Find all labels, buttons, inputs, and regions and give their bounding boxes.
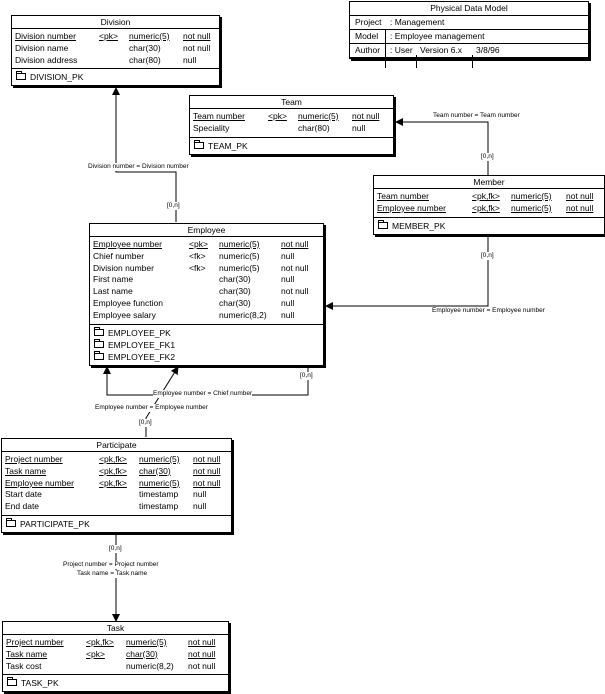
attribute-key: <pk,fk> [99, 477, 127, 488]
attribute-type: numeric(5) [129, 31, 170, 41]
attribute-row[interactable] [15, 31, 217, 43]
folder-icon [6, 520, 16, 527]
attribute-key: <pk> [189, 239, 208, 249]
entity-title: Team [190, 96, 393, 109]
attribute-name: Task name [6, 648, 48, 659]
attribute-null: not null [281, 239, 309, 249]
key-list [190, 138, 393, 154]
entity-title: Division [12, 16, 219, 29]
attribute-name: Start date [5, 489, 42, 500]
attribute-row[interactable] [377, 191, 602, 203]
attribute-list [3, 635, 228, 675]
label-employee-chief-card: [0,n] [300, 372, 313, 379]
key-name: EMPLOYEE_PK [108, 327, 171, 338]
project-value: : Management [390, 17, 445, 27]
attribute-name: Employee function [93, 297, 163, 308]
attribute-null: not null [352, 111, 380, 121]
attribute-type: numeric(5) [219, 262, 260, 273]
folder-icon [194, 142, 204, 149]
attribute-row[interactable] [93, 263, 321, 275]
attribute-type: char(30) [219, 286, 251, 297]
folder-icon [94, 329, 104, 336]
attribute-null: not null [193, 454, 221, 464]
attribute-name: Team number [193, 111, 245, 121]
attribute-null: not null [193, 465, 221, 476]
attribute-name: Project number [5, 454, 63, 464]
key-name: MEMBER_PK [392, 220, 446, 231]
key-name: DIVISION_PK [30, 72, 84, 83]
project-label: Project [355, 17, 382, 27]
folder-icon [7, 679, 17, 686]
attribute-list [190, 109, 393, 138]
attribute-type: timestamp [139, 501, 179, 512]
attribute-row[interactable] [5, 478, 229, 490]
label-member-employee-card: [0,n] [481, 252, 494, 259]
attribute-list [12, 29, 219, 69]
attribute-row[interactable] [6, 661, 226, 673]
attribute-key: <pk> [86, 648, 105, 659]
attribute-row[interactable] [193, 111, 391, 123]
label-team-member-card: [0,n] [481, 153, 494, 160]
key-list [12, 69, 219, 85]
attribute-name: Team number [377, 191, 429, 201]
label-participate-task-join-2: Task name = Task name [77, 570, 148, 577]
date-value: 3/8/96 [476, 45, 500, 55]
attribute-row[interactable] [93, 298, 321, 310]
attribute-row[interactable] [93, 239, 321, 251]
attribute-list [90, 237, 323, 325]
attribute-row[interactable] [5, 501, 229, 513]
attribute-type: char(30) [219, 274, 251, 285]
folder-icon [94, 353, 104, 360]
attribute-null: null [281, 297, 295, 308]
entity-team[interactable] [189, 95, 394, 155]
folder-icon [378, 222, 388, 229]
attribute-name: Project number [6, 637, 64, 647]
attribute-row[interactable] [5, 489, 229, 501]
label-employee-participate-card: [0,n] [139, 419, 152, 426]
attribute-row[interactable] [93, 251, 321, 263]
attribute-type: numeric(5) [511, 202, 552, 213]
entity-participate[interactable] [1, 438, 232, 533]
attribute-key: <pk,fk> [472, 191, 500, 201]
label-employee-chief-join: Employee number = Chief number [153, 390, 253, 397]
attribute-name: Last name [93, 286, 133, 297]
attribute-type: numeric(5) [126, 637, 167, 647]
attribute-null: null [183, 54, 197, 65]
attribute-type: char(80) [129, 54, 161, 65]
key-name: EMPLOYEE_FK2 [108, 351, 176, 362]
key-row[interactable] [5, 518, 228, 530]
attribute-name: Division number [93, 262, 154, 273]
attribute-row[interactable] [193, 123, 391, 135]
attribute-type: char(80) [298, 122, 330, 133]
key-row[interactable] [93, 351, 320, 363]
attribute-row[interactable] [6, 649, 226, 661]
attribute-key: <pk,fk> [99, 454, 127, 464]
attribute-name: Task cost [6, 660, 42, 671]
attribute-name: Division name [15, 42, 69, 53]
attribute-null: not null [183, 42, 211, 53]
attribute-row[interactable] [15, 55, 217, 67]
attribute-type: timestamp [139, 489, 179, 500]
attribute-type: numeric(5) [139, 454, 180, 464]
attribute-null: not null [281, 262, 309, 273]
attribute-null: not null [183, 31, 211, 41]
attribute-null: not null [193, 477, 221, 488]
attribute-type: numeric(8,2) [219, 309, 267, 320]
attribute-type: numeric(5) [298, 111, 339, 121]
attribute-type: numeric(5) [511, 191, 552, 201]
entity-title: Participate [2, 439, 231, 452]
key-row[interactable] [193, 140, 390, 152]
attribute-null: null [352, 122, 366, 133]
attribute-null: null [281, 309, 295, 320]
attribute-name: First name [93, 274, 134, 285]
attribute-key: <pk,fk> [86, 637, 114, 647]
label-member-employee-join: Employee number = Employee number [432, 307, 545, 314]
label-division-employee-join: Division number = Division number [88, 163, 189, 170]
attribute-list [374, 189, 604, 218]
model-label: Model [355, 31, 379, 41]
attribute-name: Employee number [377, 202, 446, 213]
model-info-title: Physical Data Model [350, 2, 588, 16]
attribute-name: Employee number [5, 477, 74, 488]
line-member-team [396, 122, 488, 175]
label-participate-task-join-1: Project number = Project number [63, 561, 159, 568]
attribute-type: char(30) [129, 42, 161, 53]
key-row[interactable] [15, 71, 216, 83]
attribute-name: Employee salary [93, 309, 156, 320]
author-label: Author [355, 45, 381, 55]
entity-title: Employee [90, 224, 323, 237]
attribute-key: <fk> [189, 262, 206, 273]
key-list [2, 516, 231, 532]
attribute-type: char(30) [219, 297, 251, 308]
model-info-box [349, 1, 589, 59]
attribute-name: Employee number [93, 239, 162, 249]
attribute-name: Speciality [193, 122, 230, 133]
attribute-null: not null [188, 637, 216, 647]
attribute-row[interactable] [93, 286, 321, 298]
label-team-member-join: Team number = Team number [433, 112, 520, 119]
attribute-name: Division address [15, 54, 78, 65]
folder-icon [94, 341, 104, 348]
attribute-key: <pk> [99, 31, 118, 41]
model-value: : Employee management [390, 31, 485, 41]
attribute-name: Chief number [93, 250, 145, 261]
key-row[interactable] [93, 327, 320, 339]
line-member-employee [326, 232, 488, 306]
attribute-row[interactable] [5, 454, 229, 466]
attribute-type: numeric(8,2) [126, 660, 174, 671]
attribute-null: not null [566, 191, 594, 201]
attribute-null: not null [281, 286, 309, 297]
key-row[interactable] [377, 220, 601, 232]
entity-employee[interactable] [89, 223, 324, 366]
key-list [90, 325, 323, 365]
attribute-name: End date [5, 501, 40, 512]
attribute-row[interactable] [377, 203, 602, 215]
label-participate-task-card: [0,n] [109, 545, 122, 552]
attribute-row[interactable] [93, 310, 321, 322]
attribute-key: <pk,fk> [472, 202, 500, 213]
key-row[interactable] [6, 677, 225, 689]
label-employee-participate-join: Employee number = Employee number [95, 404, 208, 411]
attribute-name: Task name [5, 465, 47, 476]
attribute-key: <pk> [268, 111, 287, 121]
attribute-type: numeric(5) [219, 239, 260, 249]
attribute-type: char(30) [139, 465, 171, 476]
attribute-key: <pk,fk> [99, 465, 127, 476]
key-name: EMPLOYEE_FK1 [108, 339, 176, 350]
attribute-name: Division number [15, 31, 76, 41]
attribute-row[interactable] [5, 466, 229, 478]
attribute-null: not null [566, 202, 594, 213]
attribute-null: null [193, 501, 207, 512]
attribute-row[interactable] [93, 274, 321, 286]
entity-title: Member [374, 176, 604, 189]
version-value: Version 6.x [420, 45, 463, 55]
entity-division[interactable] [11, 15, 220, 86]
author-value: : User [390, 45, 413, 55]
key-name: TEAM_PK [208, 140, 248, 151]
attribute-null: null [281, 250, 295, 261]
attribute-key: <fk> [189, 250, 206, 261]
entity-member[interactable] [373, 175, 605, 235]
folder-icon [16, 73, 26, 80]
attribute-row[interactable] [15, 43, 217, 55]
attribute-type: char(30) [126, 648, 158, 659]
attribute-type: numeric(5) [219, 250, 260, 261]
attribute-row[interactable] [6, 637, 226, 649]
key-name: TASK_PK [21, 678, 59, 689]
attribute-type: numeric(5) [139, 477, 180, 488]
entity-title: Task [3, 622, 228, 635]
key-list [374, 218, 604, 234]
label-division-employee-card: [0,n] [167, 202, 180, 209]
key-name: PARTICIPATE_PK [20, 518, 90, 529]
key-list [3, 675, 228, 691]
model-info-project-row [350, 16, 588, 30]
attribute-list [2, 452, 231, 516]
key-row[interactable] [93, 339, 320, 351]
attribute-null: null [281, 274, 295, 285]
attribute-null: not null [188, 648, 216, 659]
attribute-null: not null [188, 660, 216, 671]
attribute-null: null [193, 489, 207, 500]
entity-task[interactable] [2, 621, 229, 692]
